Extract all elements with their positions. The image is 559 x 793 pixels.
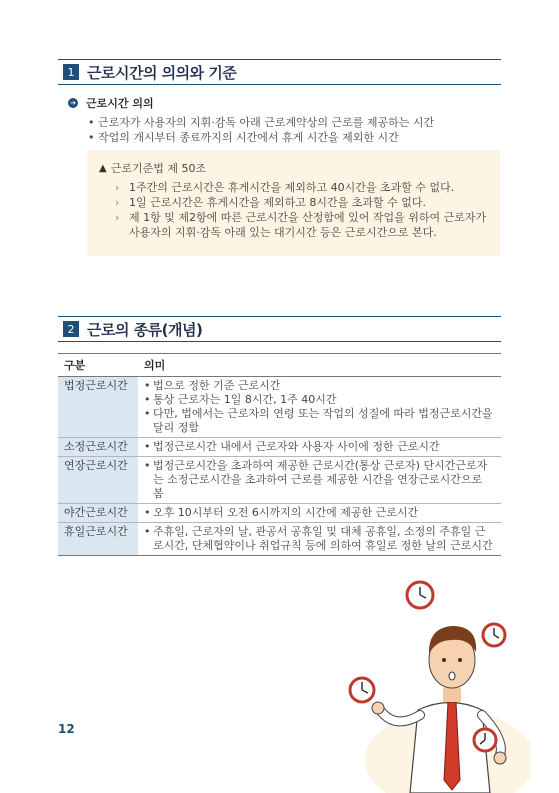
- list-item: • 주휴일, 근로자의 날, 관공서 공휴일 및 대체 공휴일, 소정의 주휴일 근로시간, 단체협약이나 취업규칙 등에 의하여 휴일로 정한 날의 근로시간: [144, 525, 495, 553]
- meaning-cell: [138, 457, 501, 504]
- list-item: • 통상 근로자는 1일 8시간, 1주 40시간: [144, 393, 495, 407]
- meaning-cell: [138, 438, 501, 457]
- section-2-title: 근로의 종류(개념): [87, 320, 203, 339]
- warning-icon: ▲: [99, 162, 107, 174]
- term-cell: 연장근로시간: [58, 457, 138, 504]
- juggling-clocks-illustration: [340, 580, 530, 793]
- section-1-number: 1: [63, 64, 79, 80]
- list-item: • 법으로 정한 기준 근로시간: [144, 379, 495, 393]
- list-item: • 법정근로시간 내에서 근로자와 사용자 사이에 정한 근로시간: [144, 440, 495, 454]
- meaning-cell: [138, 504, 501, 523]
- table-row: [58, 504, 501, 523]
- section-2-header: [58, 316, 501, 342]
- section-2-number: 2: [63, 321, 79, 337]
- subheading: [68, 95, 154, 111]
- term-cell: 법정근로시간: [58, 377, 138, 438]
- list-item: • 오후 10시부터 오전 6시까지의 시간에 제공한 근로시간: [144, 506, 495, 520]
- column-header: 구분: [58, 354, 138, 377]
- list-item: › 제 1항 및 제2항에 따른 근로시간을 산정함에 있어 작업을 위하여 근로자가 사용자의 지휘·감독 아래 있는 대기시간 등은 근로시간으로 본다.: [115, 210, 488, 240]
- meaning-cell: [138, 377, 501, 438]
- meaning-cell: [138, 523, 501, 556]
- terms-table: [58, 353, 501, 556]
- law-title: [99, 160, 488, 176]
- column-header: 의미: [138, 354, 501, 377]
- list-item: • 다만, 법에서는 근로자의 연령 또는 작업의 성질에 따라 법정근로시간을 달리 정함: [144, 407, 495, 435]
- law-list: [99, 180, 488, 240]
- list-item: • 근로자가 사용자의 지휘·감독 아래 근로계약상의 근로를 제공하는 시간: [88, 115, 434, 130]
- term-cell: 휴일근로시간: [58, 523, 138, 556]
- law-box: [87, 150, 500, 256]
- arrow-circle-icon: ➔: [68, 98, 78, 108]
- subheading-text: 근로시간 의의: [86, 97, 154, 110]
- list-item: › 1주간의 근로시간은 휴게시간을 제외하고 40시간을 초과할 수 없다.: [115, 180, 488, 195]
- term-cell: 소정근로시간: [58, 438, 138, 457]
- table-row: [58, 377, 501, 438]
- term-cell: 야간근로시간: [58, 504, 138, 523]
- page-number: 12: [58, 722, 75, 736]
- definition-list: [88, 115, 434, 145]
- list-item: • 작업의 개시부터 종료까지의 시간에서 휴게 시간을 제외한 시간: [88, 130, 434, 145]
- table-row: [58, 457, 501, 504]
- list-item: › 1일 근로시간은 휴게시간을 제외하고 8시간을 초과할 수 없다.: [115, 195, 488, 210]
- list-item: • 법정근로시간을 초과하여 제공한 근로시간(통상 근로자) 단시간근로자는 소정근로시간을 초과하여 근로를 제공한 시간을 연장근로시간으로 봄: [144, 459, 495, 501]
- table-row: [58, 438, 501, 457]
- table-row: [58, 523, 501, 556]
- law-title-text: 근로기준법 제 50조: [110, 162, 207, 175]
- section-1-header: [58, 59, 501, 85]
- table-header-row: [58, 354, 501, 377]
- section-1-title: 근로시간의 의의와 기준: [87, 63, 237, 82]
